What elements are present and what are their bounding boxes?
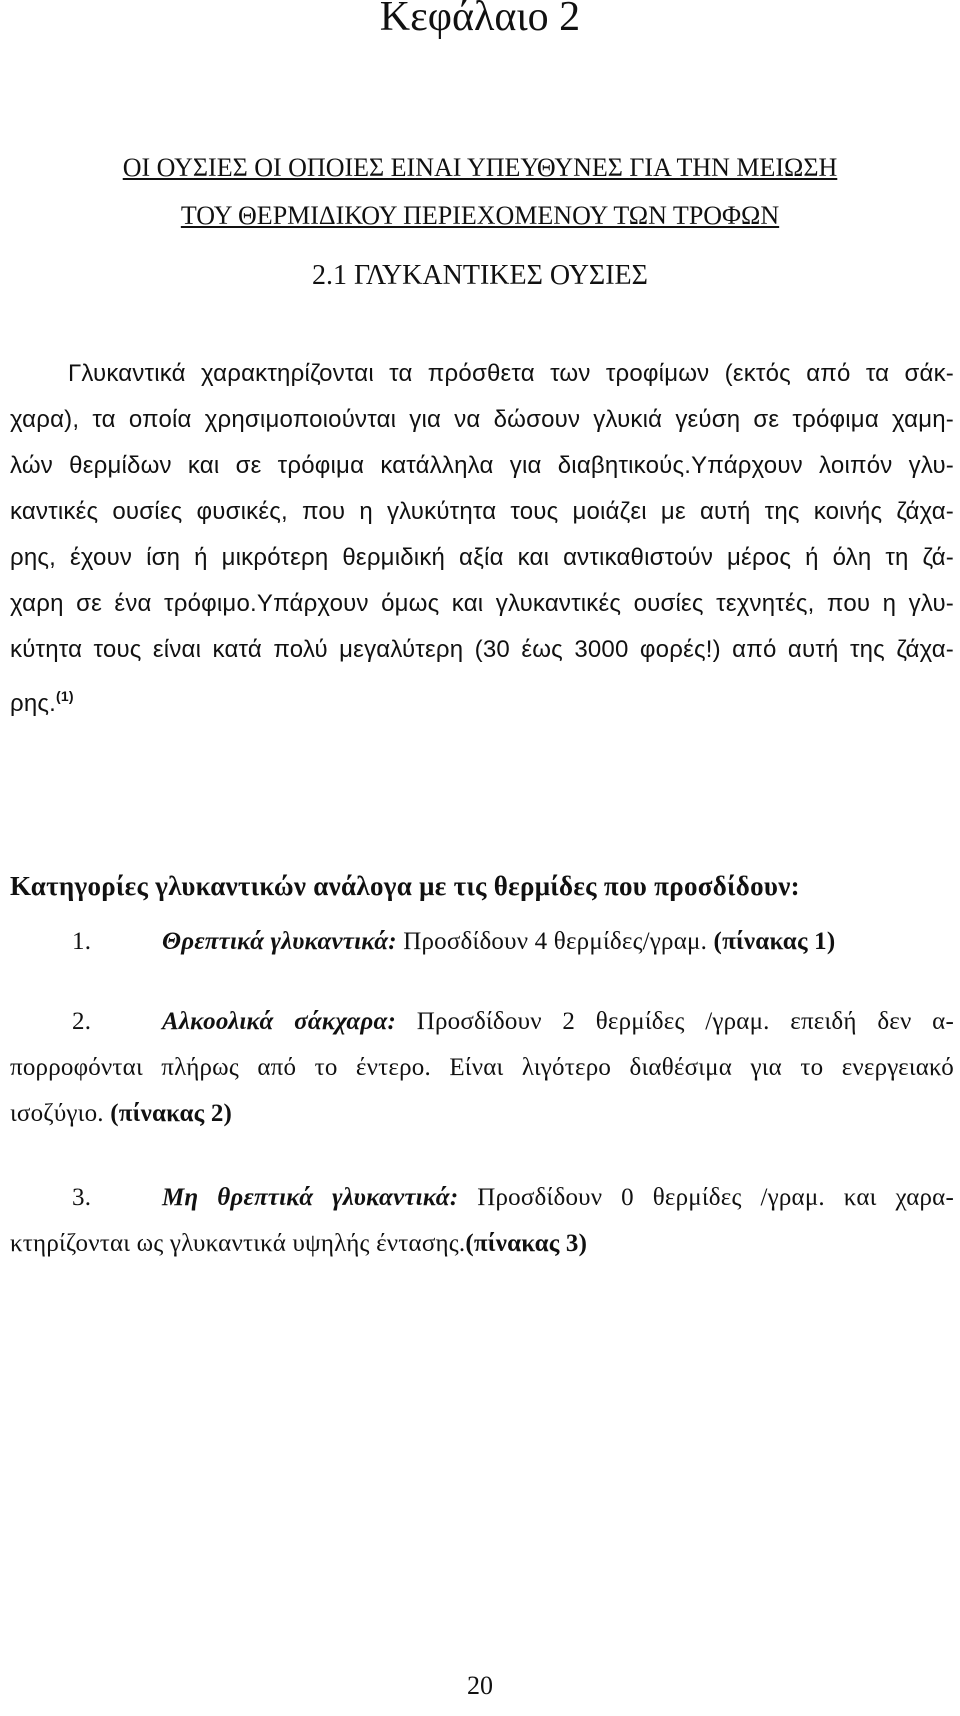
category-title: Θρεπτικά γλυκαντικά:	[162, 928, 397, 955]
category-title: Μη θρεπτικά γλυκαντικά:	[162, 1184, 459, 1211]
table-reference: (πίνακας 3)	[465, 1230, 588, 1257]
table-reference: (πίνακας 2)	[110, 1100, 233, 1127]
paragraph-line: κύτητα τους είναι κατά πολύ μεγαλύτερη (30 έως 3000 φορές!) από αυτή της ζάχα-	[10, 636, 954, 663]
chapter-title: Κεφάλαιο 2	[379, 0, 581, 40]
category-text: ισοζύγιο.	[10, 1100, 104, 1127]
category-number: 1.	[72, 928, 92, 955]
paragraph-line: ρης, έχουν ίση ή μικρότερη θερμιδική αξία και αντικαθιστούν μέρος ή όλη τη ζά-	[10, 544, 954, 571]
section-heading: 2.1 ΓΛΥΚΑΝΤΙΚΕΣ ΟΥΣΙΕΣ	[312, 260, 648, 291]
paragraph-line: λών θερμίδων και σε τρόφιμα κατάλληλα για διαβητικούς.Υπάρχουν λοιπόν γλυ-	[10, 452, 954, 479]
paragraph-line: χαρα), τα οποία χρησιμοποιούνται για να δώσουν γλυκιά γεύση σε τρόφιμα χαμη-	[10, 406, 954, 433]
main-heading-line-2: ΤΟΥ ΘΕΡΜΙΔΙΚΟΥ ΠΕΡΙΕΧΟΜΕΝΟΥ ΤΩΝ ΤΡΟΦΩΝ	[180, 201, 780, 230]
category-number: 2.	[72, 1008, 92, 1035]
category-item-1	[10, 920, 954, 964]
category-number: 3.	[72, 1184, 92, 1211]
category-item-2-continuation-2	[10, 1092, 954, 1136]
main-heading	[60, 144, 900, 240]
paragraph-line: χαρη σε ένα τρόφιμο.Υπάρχουν όμως και γλυκαντικές ουσίες τεχνητές, που η γλυ-	[10, 590, 954, 617]
categories-heading: Κατηγορίες γλυκαντικών ανάλογα με τις θερμίδες που προσδίδουν:	[10, 871, 800, 901]
category-item-2-continuation: πορροφόνται πλήρως από το έντερο. Είναι λιγότερο διαθέσιμα για το ενεργειακό	[10, 1054, 954, 1081]
category-title: Αλκοολικά σάκχαρα:	[162, 1008, 397, 1035]
table-reference: (πίνακας 1)	[713, 928, 836, 955]
paragraph-line: Γλυκαντικά χαρακτηρίζονται τα πρόσθετα των τροφίμων (εκτός από τα σάκ-	[68, 360, 954, 387]
category-item-3	[10, 1176, 954, 1220]
category-text: Προσδίδουν 0 θερμίδες /γραμ. και χαρα-	[477, 1184, 954, 1211]
category-text: Προσδίδουν 4 θερμίδες/γραμ.	[403, 928, 708, 955]
page-number: 20	[467, 1671, 493, 1700]
paragraph-line	[10, 674, 954, 718]
category-text: κτηρίζονται ως γλυκαντικά υψηλής έντασης.	[10, 1230, 466, 1257]
main-heading-line-1: ΟΙ ΟΥΣΙΕΣ ΟΙ ΟΠΟΙΕΣ ΕΙΝΑΙ ΥΠΕΥΘΥΝΕΣ ΓΙΑ ΤΗΝ ΜΕΙΩΣΗ	[122, 153, 838, 182]
category-item-3-continuation	[10, 1222, 954, 1266]
category-item-2	[10, 1000, 954, 1044]
reference-marker: (1)	[56, 688, 74, 704]
paragraph-line: καντικές ουσίες φυσικές, που η γλυκύτητα τους μοιάζει με αυτή της κοινής ζάχα-	[10, 498, 954, 525]
paragraph-last-text: ρης.	[10, 690, 57, 717]
category-text: Προσδίδουν 2 θερμίδες /γραμ. επειδή δεν α-	[416, 1008, 954, 1035]
